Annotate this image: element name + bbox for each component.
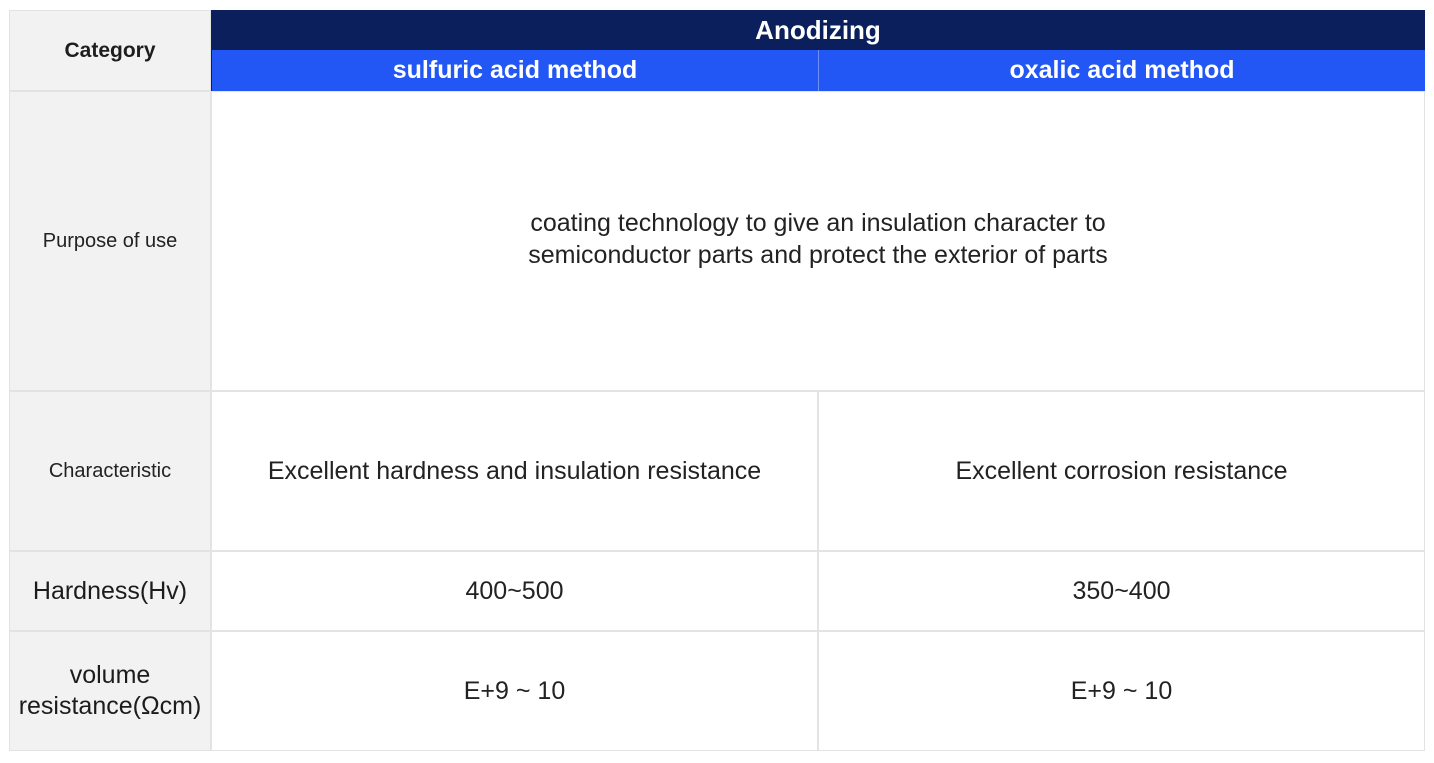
volume-resistance-oxalic-value: E+9 ~ 10 — [1070, 677, 1173, 705]
hardness-oxalic-value: 350~400 — [1072, 577, 1171, 605]
volume-resistance-label-cell — [9, 631, 211, 751]
oxalic-method-text: oxalic acid method — [1009, 56, 1235, 84]
characteristic-sulfuric-cell — [211, 391, 818, 551]
hardness-label: Hardness(Hv) — [32, 576, 188, 605]
volume-resistance-oxalic-cell — [818, 631, 1425, 751]
sulfuric-method-header — [211, 50, 818, 91]
purpose-label: Purpose of use — [42, 229, 178, 252]
volume-resistance-sulfuric-value: E+9 ~ 10 — [463, 677, 566, 705]
characteristic-oxalic-cell — [818, 391, 1425, 551]
anodizing-group-header — [211, 10, 1425, 50]
volume-resistance-label-line2: resistance(Ωcm) — [18, 692, 202, 720]
volume-resistance-sulfuric-cell — [211, 631, 818, 751]
hardness-label-cell — [9, 551, 211, 631]
purpose-value-line1: coating technology to give an insulation character to — [530, 209, 1106, 237]
purpose-value-line2: semiconductor parts and protect the exterior of parts — [528, 241, 1108, 269]
characteristic-label-cell — [9, 391, 211, 551]
hardness-oxalic-cell — [818, 551, 1425, 631]
volume-resistance-label-line1: volume — [69, 661, 151, 689]
hardness-sulfuric-value: 400~500 — [465, 577, 564, 605]
characteristic-sulfuric-value: Excellent hardness and insulation resistance — [267, 457, 762, 485]
characteristic-oxalic-value: Excellent corrosion resistance — [955, 457, 1288, 485]
oxalic-method-header — [818, 50, 1425, 91]
sulfuric-method-text: sulfuric acid method — [392, 56, 638, 84]
category-header — [9, 10, 211, 91]
anodizing-group-text: Anodizing — [755, 14, 881, 45]
hardness-sulfuric-cell — [211, 551, 818, 631]
purpose-label-cell — [9, 91, 211, 391]
category-header-text: Category — [64, 38, 156, 62]
purpose-value-cell — [211, 91, 1425, 391]
characteristic-label: Characteristic — [48, 459, 172, 482]
